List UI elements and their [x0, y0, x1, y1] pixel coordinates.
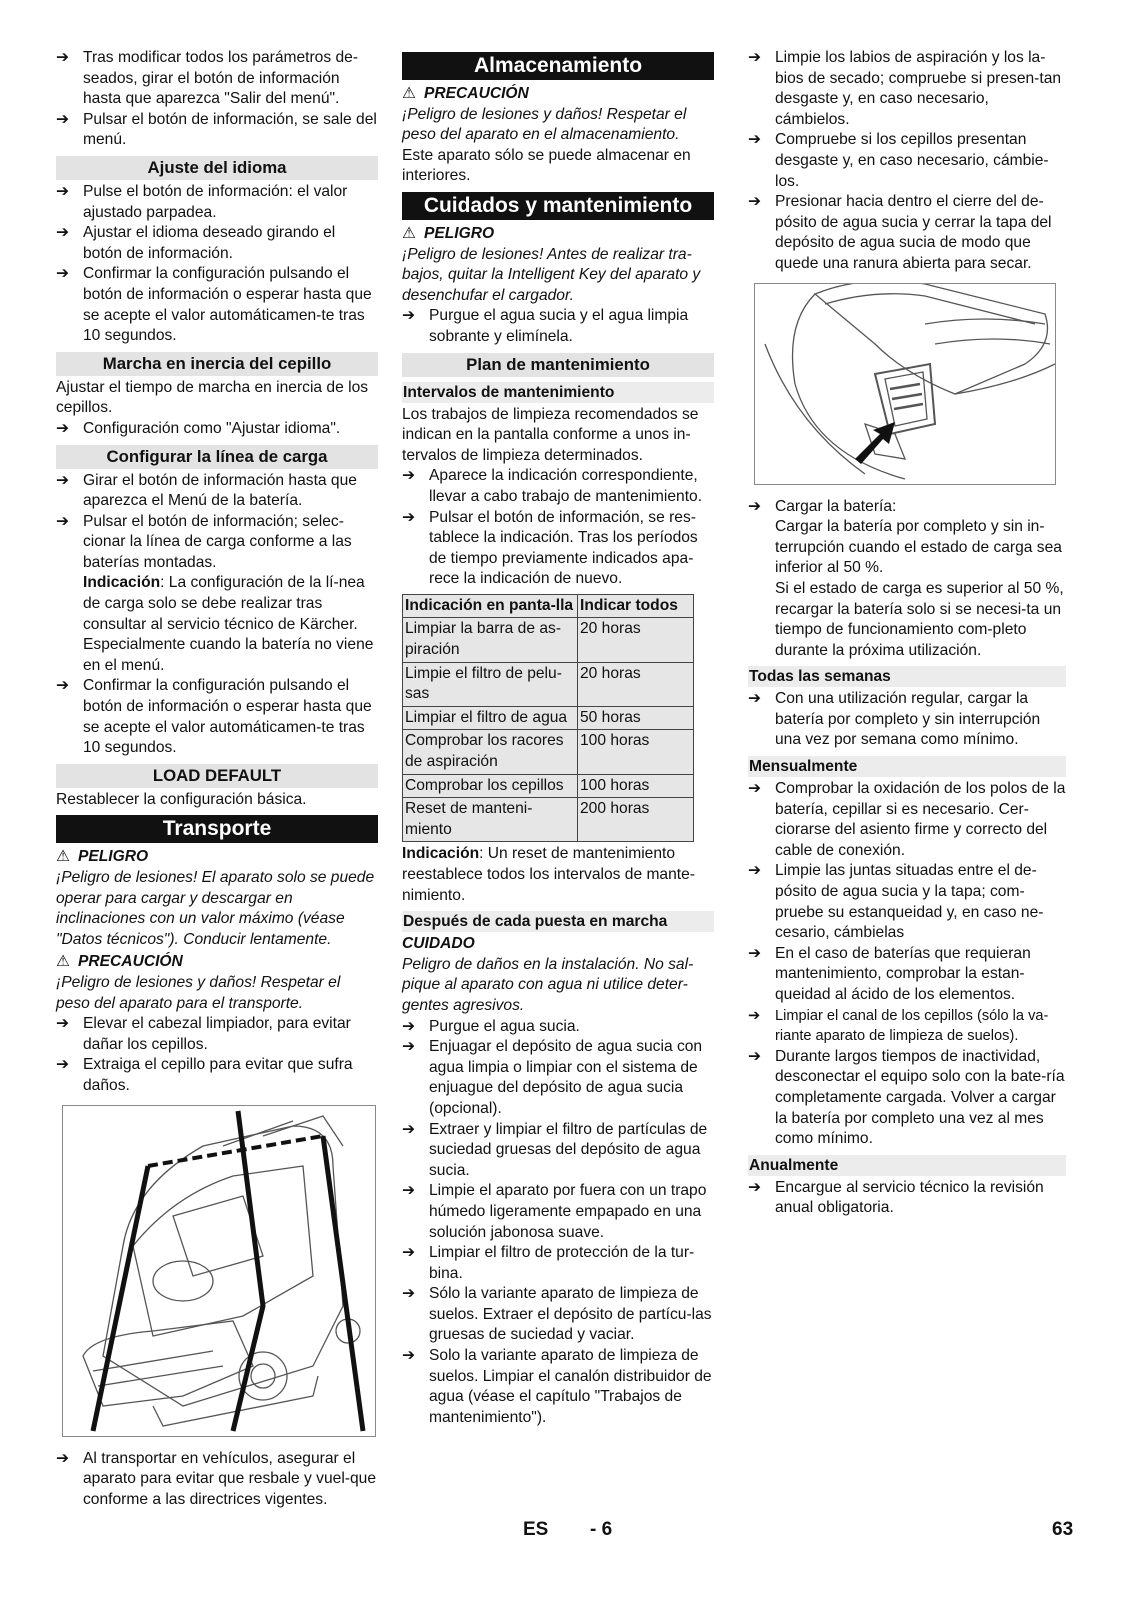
table-header-cell: Indicación en panta-lla: [403, 594, 578, 618]
arrow-right-icon: ➔: [748, 862, 762, 880]
scrubber-machine-drawing: [63, 1106, 375, 1436]
tank-lid-drawing: [755, 284, 1055, 484]
list-item: ➔ Limpie las juntas situadas entre el de-pósito de agua sucia y la tapa; com-pruebe su estanqueidad y, en caso ne-cesario, cámbielas: [748, 862, 1044, 942]
list-item: ➔ Extraer y limpiar el filtro de partículas de suciedad gruesas del depósito de agua sucia.: [402, 1120, 708, 1179]
note-text: : La configuración de la lí-nea de carga solo se debe realizar tras consultar al servicio técnico de Kärcher. Especialmente cuando la batería no viene en el menú.: [83, 574, 374, 674]
arrow-right-icon: ➔: [748, 131, 762, 149]
section-heading-carga: Configurar la línea de carga: [56, 445, 378, 469]
arrow-right-icon: ➔: [56, 1056, 70, 1074]
table-cell: 20 horas: [578, 662, 694, 706]
arrow-right-icon: ➔: [56, 677, 70, 695]
list-item: ➔ Encargue al servicio técnico la revisión anual obligatoria.: [748, 1178, 1044, 1217]
list-item: ➔ Girar el botón de información hasta que aparezca el Menú de la batería.: [56, 471, 357, 510]
arrow-right-icon: ➔: [748, 944, 762, 962]
column-left: [56, 48, 378, 1510]
arrow-right-icon: ➔: [748, 497, 762, 515]
list-item: ➔ Elevar el cabezal limpiador, para evitar dañar los cepillos.: [56, 1015, 351, 1053]
list-item: ➔ Con una utilización regular, cargar la batería por completo y sin interrupción una vez por semana como mínimo.: [748, 690, 1041, 749]
section-heading-plan: Plan de mantenimiento: [402, 353, 714, 377]
subsection-heading-anual: Anualmente: [748, 1155, 1066, 1176]
list-item: ➔ Aparece la indicación correspondiente, llevar a cabo trabajo de mantenimiento.: [402, 467, 703, 505]
warning-text: ¡Peligro de lesiones! El aparato solo se puede operar para cargar y descargar en inclinaciones con un valor máximo (véase "Datos técnicos"). Conducir lentamente.: [56, 869, 375, 948]
arrow-right-icon: ➔: [748, 690, 762, 708]
list-item: ➔ Compruebe si los cepillos presentan desgaste y, en caso necesario, cámbie-los.: [748, 131, 1049, 190]
table-cell: 50 horas: [578, 706, 694, 730]
warning-heading: ⚠ PRECAUCIÓN: [402, 85, 529, 102]
list-item: ➔ Tras modificar todos los parámetros de-seados, girar el botón de información hasta que aparezca "Salir del menú".: [56, 49, 359, 108]
list-item: ➔ En el caso de baterías que requieran mantenimiento, comprobar la estan-queidad al ácido de los elementos.: [748, 944, 1031, 1003]
table-row: [403, 798, 694, 842]
chapter-heading-cuidados: Cuidados y mantenimiento: [402, 192, 714, 220]
column-right: [748, 48, 1066, 1219]
table-cell: 100 horas: [578, 730, 694, 774]
list-item: ➔ Pulsar el botón de información, se sale del menú.: [56, 110, 377, 149]
arrow-right-icon: ➔: [56, 1015, 70, 1033]
list-item: ➔ Pulsar el botón de información, se res-tablece la indicación. Tras los períodos de tiempo previamente indicados apa-rece la indicación de nuevo.: [402, 508, 698, 588]
list-item: ➔ Limpiar el canal de los cepillos (sólo la va-riante aparato de limpieza de suelos).: [748, 1007, 1049, 1045]
arrow-right-icon: ➔: [402, 1038, 416, 1056]
note-label: Indicación: [83, 574, 161, 592]
arrow-right-icon: ➔: [402, 1120, 416, 1138]
list-item: ➔ Purgue el agua sucia y el agua limpia sobrante y elimínela.: [402, 307, 689, 345]
tank-latch-illustration: [754, 283, 1056, 485]
list-item: ➔ Confirmar la configuración pulsando el botón de información o esperar hasta que se acepte el valor automáticamen-te tras 10 segundos.: [56, 677, 372, 757]
warning-triangle-icon: ⚠: [402, 85, 416, 102]
list-item: ➔ Limpiar el filtro de protección de la tur-bina.: [402, 1244, 695, 1282]
chapter-heading-almacenamiento: Almacenamiento: [402, 52, 714, 80]
warning-triangle-icon: ⚠: [402, 224, 416, 242]
arrow-right-icon: ➔: [56, 512, 70, 530]
list-item: ➔ Sólo la variante aparato de limpieza de suelos. Extraer el depósito de partícu-las gruesas de suciedad y vaciar.: [402, 1285, 712, 1344]
table-cell: Limpie el filtro de pelu-sas: [403, 662, 578, 706]
arrow-right-icon: ➔: [56, 1449, 70, 1467]
arrow-right-icon: ➔: [748, 1047, 762, 1065]
arrow-right-icon: ➔: [748, 49, 762, 66]
section-heading-load-default: LOAD DEFAULT: [56, 764, 378, 788]
warning-text: ¡Peligro de lesiones! Antes de realizar tra-bajos, quitar la Intelligent Key del aparato y desenchufar el cargador.: [402, 245, 701, 304]
list-item: ➔ Solo la variante aparato de limpieza de suelos. Limpiar el canalón distribuidor de agua (véase el capítulo "Trabajos de mantenimiento").: [402, 1347, 712, 1426]
table-row: [403, 730, 694, 774]
note-text: : Un reset de mantenimiento reestablece todos los intervalos de mante-nimiento.: [402, 845, 695, 904]
press-arrow-icon: [855, 422, 895, 464]
column-middle: [402, 48, 714, 1428]
warning-heading: ⚠ PRECAUCIÓN: [56, 953, 183, 971]
subsection-heading-mensual: Mensualmente: [748, 756, 1066, 777]
arrow-right-icon: ➔: [56, 110, 70, 128]
arrow-right-icon: ➔: [748, 1178, 762, 1196]
paragraph: Ajustar el tiempo de marcha en inercia de los cepillos.: [56, 378, 369, 417]
subsection-heading-semanas: Todas las semanas: [748, 666, 1066, 687]
arrow-right-icon: ➔: [748, 1007, 761, 1024]
list-item: ➔ Pulse el botón de información: el valor ajustado parpadea.: [56, 182, 348, 221]
table-row: [403, 662, 694, 706]
table-header-cell: Indicar todos: [578, 594, 694, 618]
transport-strapping-illustration: [62, 1105, 376, 1437]
note-paragraph: [402, 844, 714, 906]
table-cell: 200 horas: [578, 798, 694, 842]
note-label: Indicación: [402, 845, 480, 863]
table-cell: Comprobar los racores de aspiración: [403, 730, 578, 774]
list-item: ➔ Confirmar la configuración pulsando el botón de información o esperar hasta que se acepte el valor automáticamen-te tras 10 segundos.: [56, 265, 372, 345]
subsection-heading-despues: Después de cada puesta en marcha: [402, 911, 714, 932]
arrow-right-icon: ➔: [748, 780, 762, 798]
caution-text: Peligro de daños en la instalación. No sal-pique al aparato con agua ni utilice deter-gentes agresivos.: [402, 955, 694, 1014]
list-item: ➔ Comprobar la oxidación de los polos de la batería, cepillar si es necesario. Cer-ciorarse del asiento firme y correcto del cable de conexión.: [748, 780, 1066, 859]
section-heading-marcha: Marcha en inercia del cepillo: [56, 352, 378, 376]
arrow-right-icon: ➔: [56, 419, 70, 437]
subsection-heading-intervalos: Intervalos de mantenimiento: [402, 382, 714, 403]
table-cell: 100 horas: [578, 774, 694, 798]
arrow-right-icon: ➔: [56, 224, 70, 242]
list-item: ➔ Enjuagar el depósito de agua sucia con agua limpia o limpiar con el sistema de enjuague del depósito de agua sucia (opcional).: [402, 1038, 703, 1117]
warning-triangle-icon: ⚠: [56, 848, 70, 866]
arrow-right-icon: ➔: [56, 49, 70, 66]
section-heading-idioma: Ajuste del idioma: [56, 156, 378, 180]
warning-triangle-icon: ⚠: [56, 953, 70, 971]
list-item: ➔ Al transportar en vehículos, asegurar el aparato para evitar que resbale y vuel-que conforme a las directrices vigentes.: [56, 1449, 376, 1508]
arrow-right-icon: ➔: [402, 1285, 416, 1303]
warning-text: ¡Peligro de lesiones y daños! Respetar el peso del aparato para el transporte.: [56, 973, 341, 1012]
arrow-right-icon: ➔: [402, 307, 416, 325]
list-item: ➔ Limpie los labios de aspiración y los la-bios de secado; compruebe si presen-tan desgaste y, en caso necesario, cámbielos.: [748, 49, 1062, 128]
footer-page-number: 63: [1052, 1519, 1074, 1540]
table-cell: Limpiar la barra de as-piración: [403, 618, 578, 662]
maintenance-table: [402, 594, 694, 843]
table-cell: Limpiar el filtro de agua: [403, 706, 578, 730]
table-header-row: [403, 594, 694, 618]
footer-local-page: - 6: [590, 1519, 613, 1540]
list-item: ➔ Purgue el agua sucia.: [402, 1017, 714, 1038]
list-item: ➔ Presionar hacia dentro el cierre del de-pósito de agua sucia y cerrar la tapa del depósito de agua sucia de modo que quede una ranura abierta para secar.: [748, 193, 1052, 272]
paragraph: Restablecer la configuración básica.: [56, 790, 307, 808]
arrow-right-icon: ➔: [402, 1244, 416, 1262]
list-item: ➔ Cargar la batería: Cargar la batería por completo y sin in-terrupción cuando el estado de carga sea inferior al 50 %. Si el estado de carga es superior al 50 %, recargar la batería solo si se necesi-ta un tiempo de funcionamiento com-pleto durante la próxima utilización.: [748, 497, 1064, 659]
warning-heading: ⚠ PELIGRO: [56, 848, 149, 866]
caution-heading: CUIDADO: [402, 935, 475, 953]
arrow-right-icon: ➔: [402, 467, 416, 485]
chapter-heading-transporte: Transporte: [56, 815, 378, 843]
table-row: [403, 774, 694, 798]
arrow-right-icon: ➔: [402, 1182, 416, 1200]
arrow-right-icon: ➔: [56, 182, 70, 200]
arrow-right-icon: ➔: [748, 193, 762, 211]
arrow-right-icon: ➔: [56, 471, 70, 489]
arrow-right-icon: ➔: [402, 1347, 416, 1365]
list-item: ➔ Limpie el aparato por fuera con un trapo húmedo ligeramente empapado en una solución jabonosa suave.: [402, 1182, 707, 1241]
arrow-right-icon: ➔: [56, 265, 70, 283]
list-item: ➔ Configuración como "Ajustar idioma".: [56, 419, 378, 440]
footer-language: ES: [523, 1519, 549, 1540]
arrow-right-icon: ➔: [402, 1017, 416, 1035]
table-cell: Comprobar los cepillos: [403, 774, 578, 798]
paragraph: Los trabajos de limpieza recomendados se indican en la pantalla conforme a unos in-tervalos de limpieza determinados.: [402, 405, 699, 464]
list-item: ➔ Durante largos tiempos de inactividad, desconectar el equipo solo con la bate-ría completamente cargada. Volver a cargar la batería por completo una vez al mes como mínimo.: [748, 1047, 1065, 1148]
list-item: ➔ Extraiga el cepillo para evitar que sufra daños.: [56, 1056, 353, 1094]
arrow-right-icon: ➔: [402, 508, 416, 526]
paragraph: Este aparato sólo se puede almacenar en interiores.: [402, 146, 691, 185]
table-cell: 20 horas: [578, 618, 694, 662]
table-cell: Reset de manteni-miento: [403, 798, 578, 842]
table-row: [403, 706, 694, 730]
list-item: ➔ Pulsar el botón de información; selec-cionar la línea de carga conforme a las baterías montadas. Indicación: La configuración de la lí-nea de carga solo se debe realizar tras consultar al servicio técnico de Kärcher. Especialmente cuando la batería no viene en el menú.: [56, 512, 374, 674]
table-row: [403, 618, 694, 662]
warning-text: ¡Peligro de lesiones y daños! Respetar el peso del aparato en el almacenamiento.: [402, 105, 687, 144]
warning-heading: ⚠ PELIGRO: [402, 224, 495, 242]
list-item: ➔ Ajustar el idioma deseado girando el botón de información.: [56, 224, 336, 262]
